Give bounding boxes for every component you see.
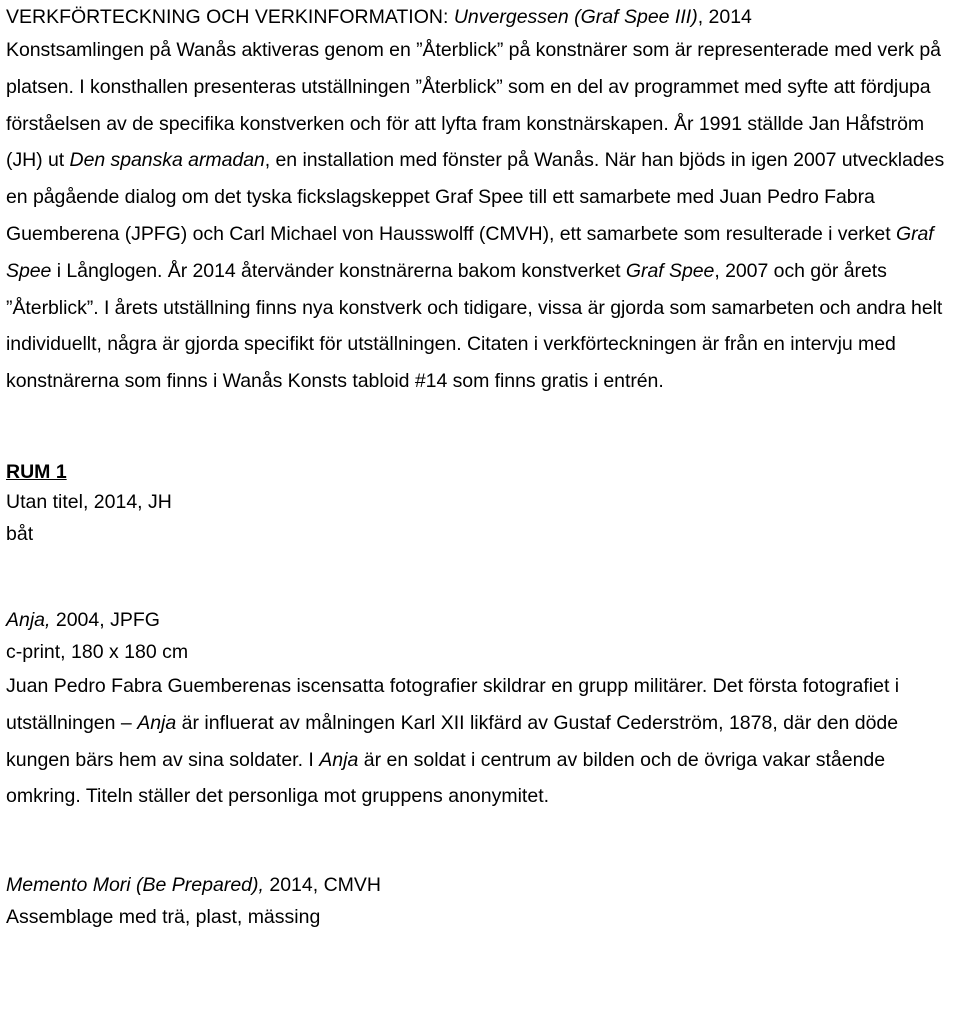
intro-text-3: i Långlogen. År 2014 återvänder konstnärerna bakom konstverket xyxy=(51,259,626,282)
intro-text-1: Konstsamlingen på Wanås aktiveras genom en ”Återblick” på konstnärer som är representerade med verk på platsen. I konsthallen presenteras utställningen ”Återblick” som en del av programmet med syfte att fördjupa förståelsen av de specifika konstverken och för att lyfta fram konstnärskapen. År 1991 ställde Jan Håfström (JH) ut xyxy=(6,39,941,172)
document-page xyxy=(6,0,956,933)
work-1-material: båt xyxy=(6,522,34,545)
work-2-title-rest: 2004, JPFG xyxy=(50,608,160,631)
intro-text-2: , en installation med fönster på Wanås. När han bjöds in igen 2007 utvecklades en pågående dialog om det tyska fickslagskeppet Graf Spee till ett samarbete med Juan Pedro Fabra Guemberena (JPFG) och Carl Michael von Hausswolff (CMVH), ett samarbete som resulterade i verket xyxy=(6,149,945,245)
document-header xyxy=(6,0,956,32)
header-prefix: VERKFÖRTECKNING OCH VERKINFORMATION: xyxy=(6,6,454,28)
work-2-title xyxy=(6,604,956,636)
spacer xyxy=(6,400,956,452)
header-year: , 2014 xyxy=(697,6,752,28)
work-1-title: Utan titel, 2014, JH xyxy=(6,490,172,513)
work-3-material: Assemblage med trä, plast, mässing xyxy=(6,906,321,929)
work-2-title-italic: Anja, xyxy=(6,608,51,631)
intro-paragraph xyxy=(6,32,956,400)
intro-italic-2: Graf Spee xyxy=(6,222,934,282)
intro-italic-1: Den spanska armadan xyxy=(69,149,265,172)
room-heading: RUM 1 xyxy=(6,460,67,483)
exhibition-title: Unvergessen (Graf Spee III) xyxy=(453,6,698,28)
intro-italic-3: Graf Spee xyxy=(625,259,715,282)
work-2-desc-1: Juan Pedro Fabra Guemberenas iscensatta fotografier skildrar en grupp militärer. Det första fotografiet i utställningen – xyxy=(6,674,900,734)
work-2-description xyxy=(6,668,956,815)
spacer xyxy=(6,815,956,869)
work-2-desc-italic-2: Anja xyxy=(319,748,359,771)
spacer xyxy=(6,550,956,604)
work-3-title-rest: 2014, CMVH xyxy=(263,874,381,897)
work-2-desc-2: är influerat av målningen Karl XII likfärd av Gustaf Cederström, 1878, där den döde kungen bärs hem av sina soldater. I xyxy=(6,711,899,771)
work-3-title-italic: Memento Mori (Be Prepared), xyxy=(6,874,264,897)
work-2-desc-3: är en soldat i centrum av bilden och de övriga vakar stående omkring. Titeln ställer det personliga mot gruppens anonymitet. xyxy=(6,748,886,808)
work-3-title xyxy=(6,869,956,901)
work-2-material: c-print, 180 x 180 cm xyxy=(6,640,189,663)
work-2-desc-italic-1: Anja xyxy=(137,711,177,734)
intro-text-4: , 2007 och gör årets ”Återblick”. I årets utställning finns nya konstverk och tidigare, vissa är gjorda som samarbeten och andra helt individuellt, några är gjorda specifikt för utställningen. Citaten i verkförteckningen är från en intervju med konstnärerna som finns i Wanås Konsts tabloid #14 som finns gratis i entrén. xyxy=(6,259,943,393)
